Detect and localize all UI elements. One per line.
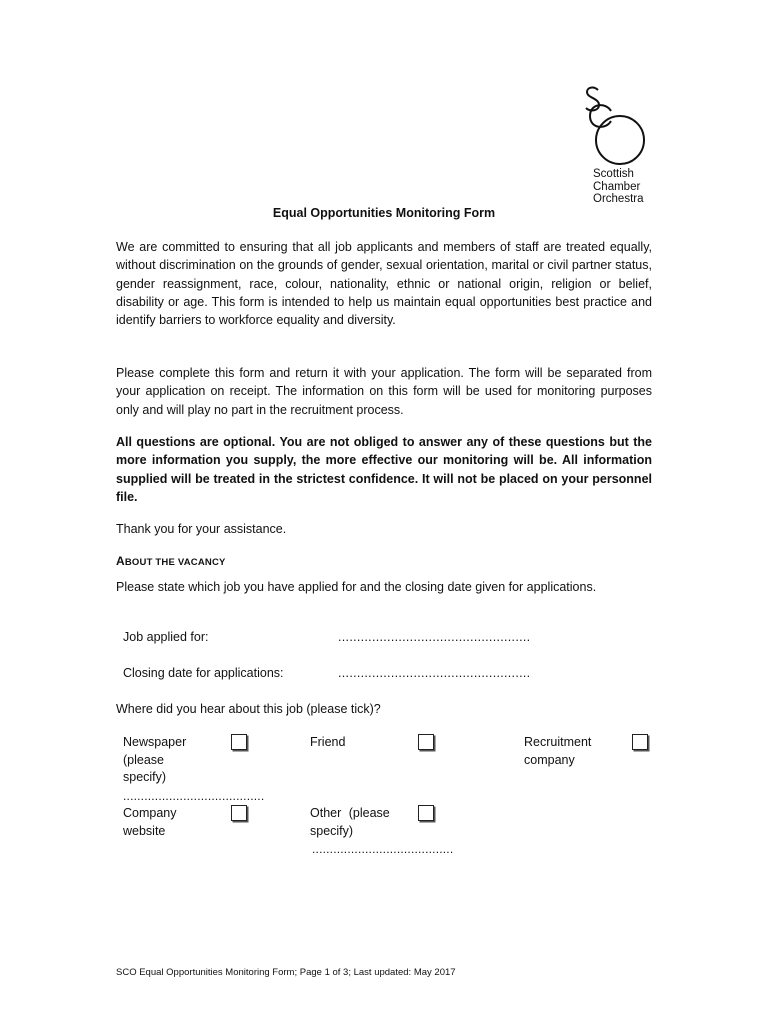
logo-line-chamber: Chamber: [593, 180, 641, 193]
newspaper-checkbox[interactable]: [231, 734, 247, 750]
company-website-checkbox[interactable]: [231, 805, 247, 821]
section-heading-about-vacancy: [116, 554, 226, 568]
friend-checkbox[interactable]: [418, 734, 434, 750]
option-newspaper-label: [123, 734, 186, 787]
company-line-2: website: [123, 823, 166, 838]
closing-date-label: Closing date for applications:: [123, 666, 284, 680]
source-question: Where did you hear about this job (please tick)?: [116, 702, 381, 716]
other-line-2: specify): [310, 823, 354, 838]
recruitment-checkbox[interactable]: [632, 734, 648, 750]
other-specify-field[interactable]: ........................................: [312, 842, 454, 856]
optional-notice: All questions are optional. You are not obliged to answer any of these questions but the more information you supply, the more effective our monitoring will be. All information supplied will be treated in the strictest confidence. It will not be placed on your personnel file.: [116, 435, 652, 504]
logo-line-scottish: Scottish: [593, 168, 634, 180]
vacancy-prompt: Please state which job you have applied for and the closing date given for applications.: [116, 580, 597, 594]
other-checkbox[interactable]: [418, 805, 434, 821]
job-applied-field[interactable]: ...................................................: [338, 630, 531, 644]
intro-paragraph: We are committed to ensuring that all job applicants and members of staff are treated equally, without discrimination on the grounds of gender, sexual orientation, marital or civil partner status, gender reassignment, race, colour, nationality, ethnic or national origin, religion or belief, disability or age. This form is intended to help us maintain equal opportunities best practice and identify barriers to workforce equality and diversity.: [116, 240, 652, 328]
heading-rest: BOUT THE VACANCY: [124, 557, 226, 568]
sco-monogram-icon: [584, 84, 664, 168]
newspaper-line-3: specify): [123, 770, 167, 784]
form-title: Equal Opportunities Monitoring Form: [272, 206, 496, 220]
newspaper-line-1: Newspaper: [123, 735, 187, 749]
recruitment-line-2: company: [524, 752, 575, 767]
option-recruitment-label: [524, 734, 591, 769]
thanks-text: Thank you for your assistance.: [116, 522, 287, 536]
other-line-1: Other (please: [310, 806, 390, 820]
logo-line-orchestra: Orchestra: [593, 193, 644, 205]
heading-initial: A: [116, 554, 125, 568]
logo-text: [593, 168, 644, 206]
option-other-label: [310, 805, 390, 840]
recruitment-line-1: Recruitment: [524, 735, 592, 749]
company-line-1: Company: [123, 806, 177, 820]
instructions-paragraph: Please complete this form and return it with your application. The form will be separated from your application on receipt. The information on this form will be used for monitoring purposes only and will play no part in the recruitment process.: [116, 366, 652, 417]
sco-logo: [584, 84, 664, 206]
newspaper-specify-field[interactable]: ........................................: [123, 789, 265, 803]
option-company-website-label: [123, 805, 177, 840]
option-friend-label: Friend: [310, 735, 346, 749]
newspaper-line-2: (please: [123, 752, 164, 767]
closing-date-field[interactable]: ...................................................: [338, 666, 531, 680]
job-applied-label: Job applied for:: [123, 630, 209, 644]
page-footer: SCO Equal Opportunities Monitoring Form; Page 1 of 3; Last updated: May 2017: [116, 967, 456, 978]
